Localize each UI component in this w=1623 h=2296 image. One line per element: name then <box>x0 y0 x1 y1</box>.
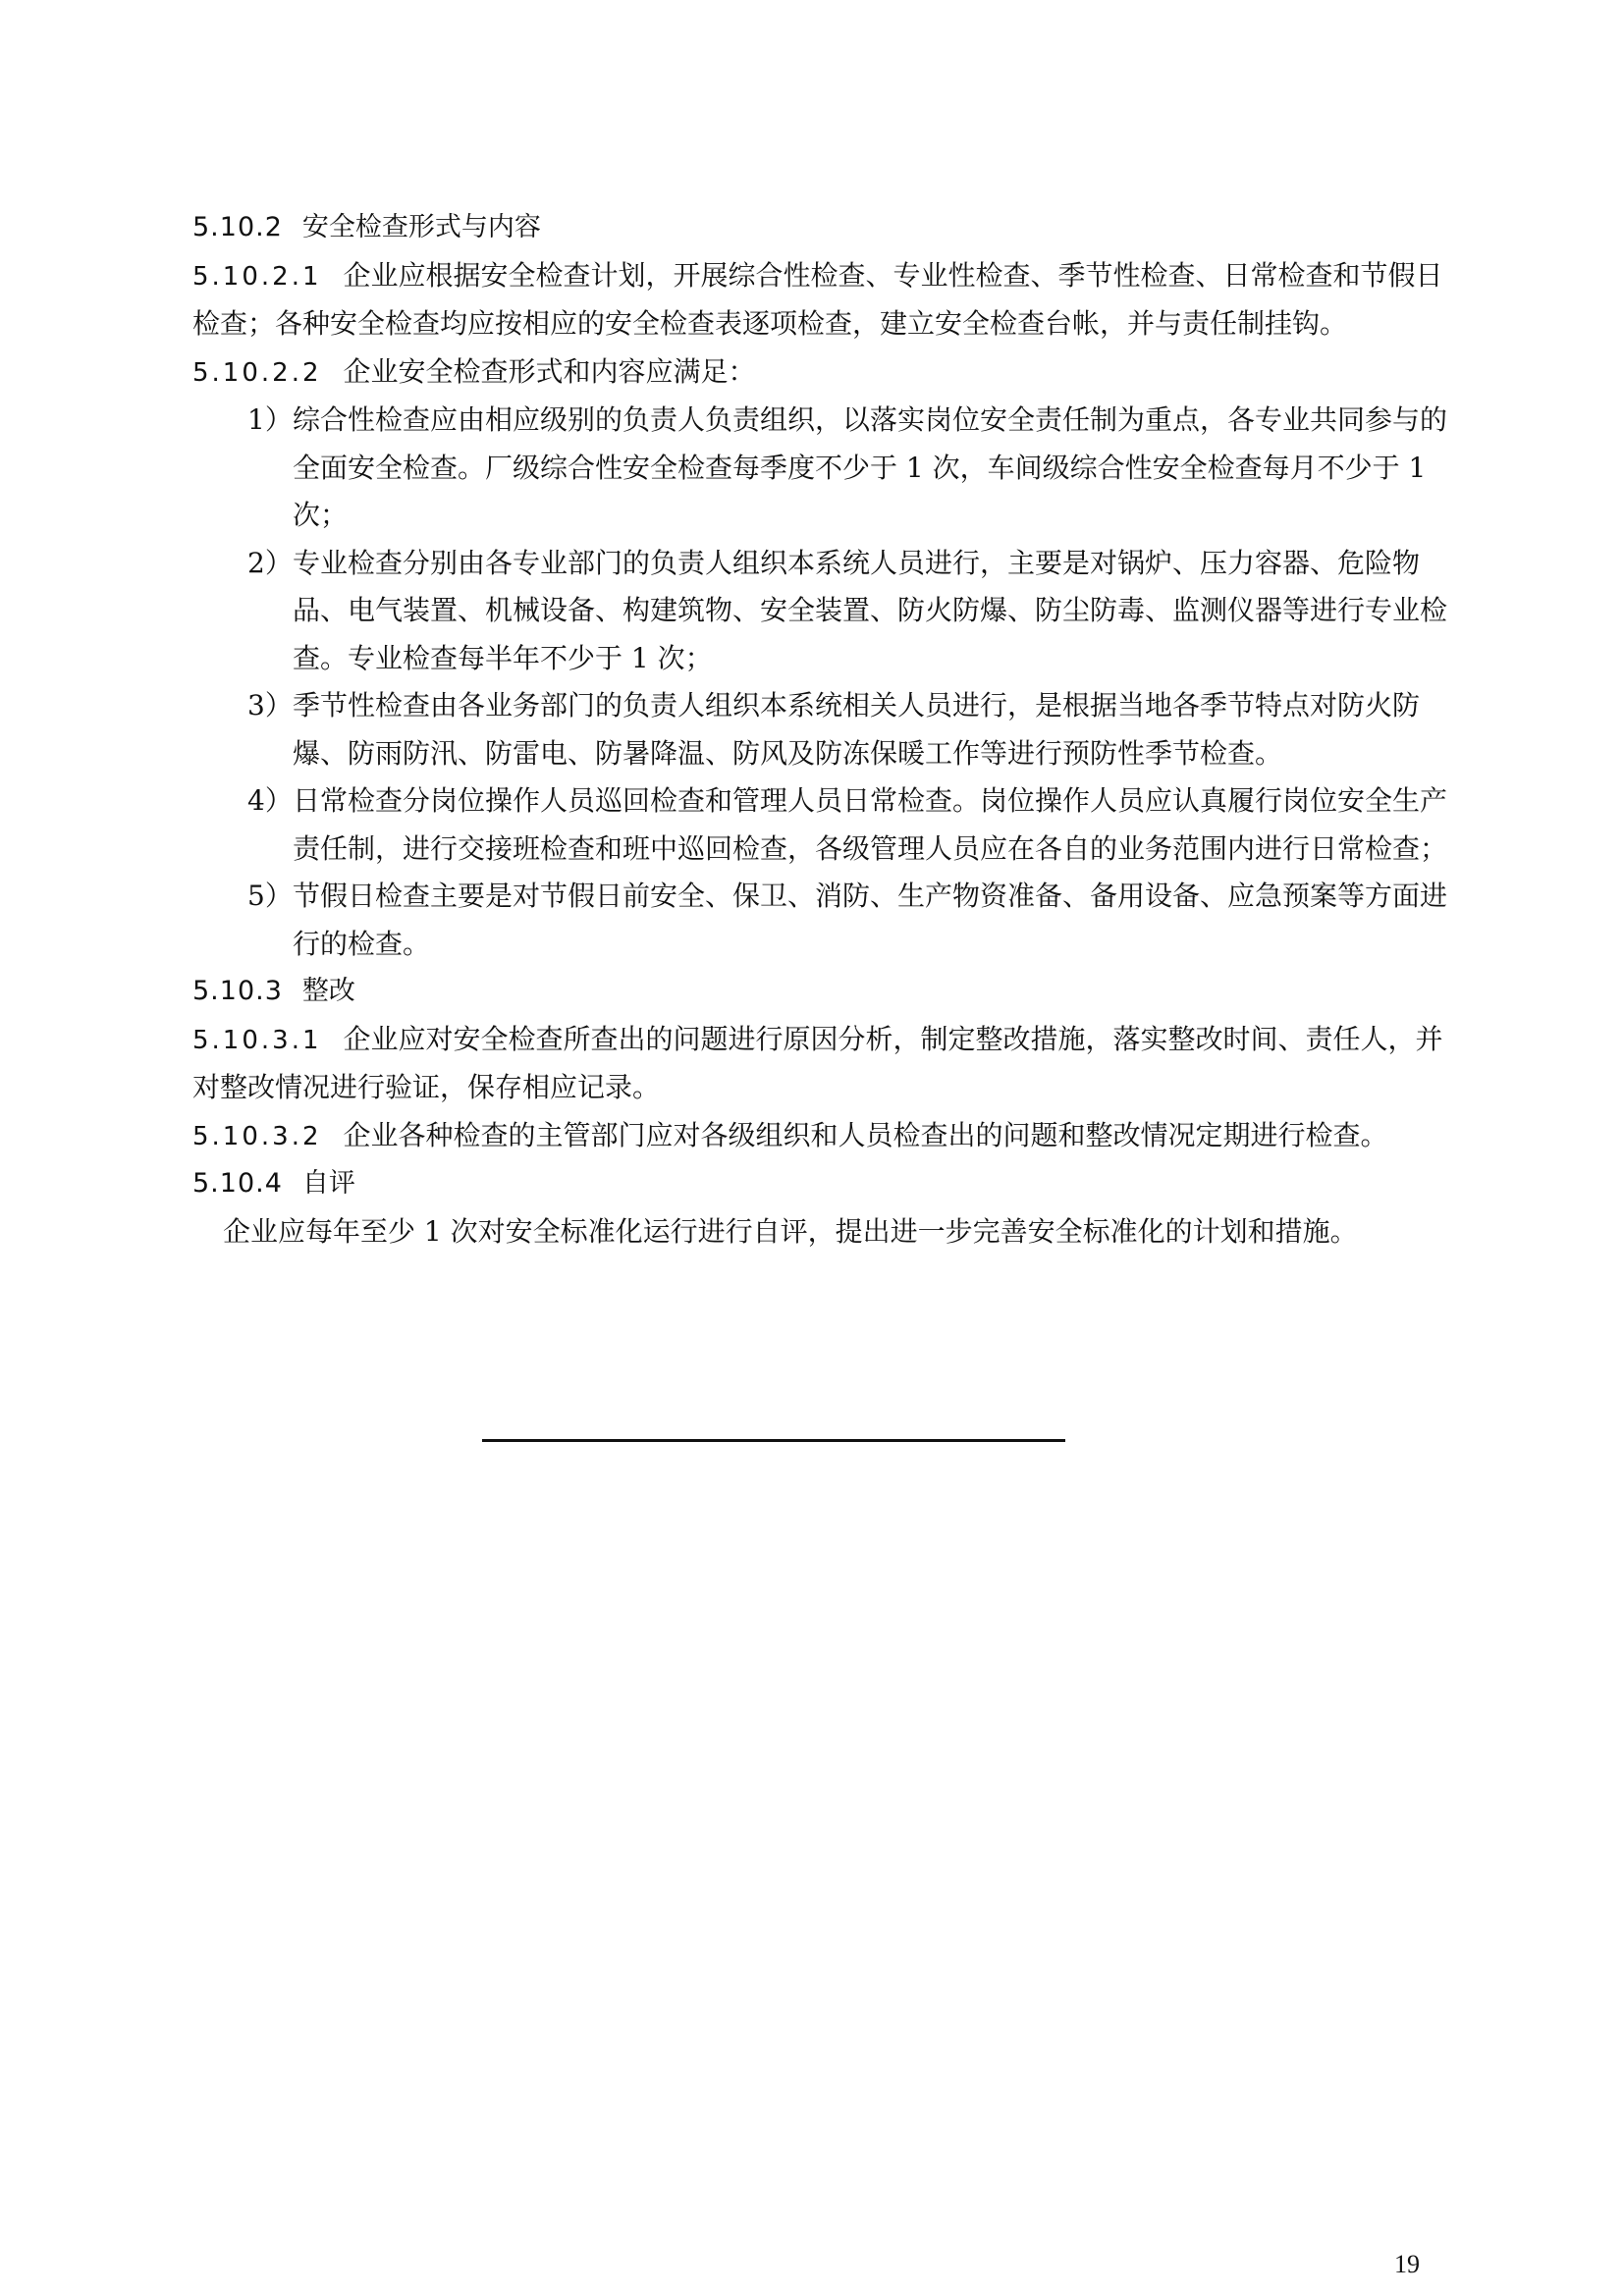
section-heading-5-10-2 <box>192 204 1469 252</box>
clause-text: 企业各种检查的主管部门应对各级组织和人员检查出的问题和整改情况定期进行检查。 <box>343 1118 1388 1151</box>
section-number: 5.10.3 <box>192 976 283 1006</box>
page-number: 19 <box>1394 2250 1420 2278</box>
document-body <box>192 204 1469 1255</box>
list-item <box>192 777 1469 873</box>
clause-text: 企业应对安全检查所查出的问题进行原因分析，制定整改措施，落实整改时间、责任人，并对整改情况进行验证，保存相应记录。 <box>192 1022 1443 1103</box>
clause-5-10-3-1 <box>192 1016 1469 1112</box>
list-item-text: 节假日检查主要是对节假日前安全、保卫、消防、生产物资准备、备用设备、应急预案等方面进行的检查。 <box>293 880 1448 960</box>
clause-5-10-2-1 <box>192 252 1469 348</box>
clause-5-10-3-2 <box>192 1112 1469 1161</box>
section-heading-5-10-4 <box>192 1160 1469 1208</box>
list-marker: 4） <box>247 784 293 817</box>
section-number: 5.10.4 <box>192 1168 283 1199</box>
clause-text: 企业应根据安全检查计划，开展综合性检查、专业性检查、季节性检查、日常检查和节假日检查；各种安全检查均应按相应的安全检查表逐项检查，建立安全检查台帐，并与责任制挂钩。 <box>192 258 1443 340</box>
clause-number: 5.10.3.2 <box>192 1121 322 1151</box>
list-marker: 3） <box>247 689 293 721</box>
list-item-text: 日常检查分岗位操作人员巡回检查和管理人员日常检查。岗位操作人员应认真履行岗位安全生产责任制，进行交接班检查和班中巡回检查，各级管理人员应在各自的业务范围内进行日常检查； <box>293 784 1448 865</box>
clause-text: 企业安全检查形式和内容应满足： <box>343 354 756 388</box>
clause-number: 5.10.3.1 <box>192 1025 322 1055</box>
list-item <box>192 397 1469 540</box>
list-item <box>192 540 1469 683</box>
list-item <box>192 682 1469 777</box>
section-heading-5-10-3 <box>192 968 1469 1016</box>
list-marker: 2） <box>247 546 293 579</box>
section-title: 整改 <box>301 976 355 1006</box>
list-item-text: 综合性检查应由相应级别的负责人负责组织，以落实岗位安全责任制为重点，各专业共同参与的全面安全检查。厂级综合性安全检查每季度不少于 1 次，车间级综合性安全检查每月不少于 1 次； <box>293 403 1448 531</box>
section-number: 5.10.2 <box>192 212 283 242</box>
list-item-text: 季节性检查由各业务部门的负责人组织本系统相关人员进行，是根据当地各季节特点对防火防爆、防雨防汛、防雷电、防暑降温、防风及防冻保暖工作等进行预防性季节检查。 <box>293 689 1421 770</box>
list-marker: 1） <box>247 403 293 436</box>
list-marker: 5） <box>247 880 293 912</box>
clause-number: 5.10.2.1 <box>192 261 322 292</box>
clause-5-10-2-2 <box>192 348 1469 398</box>
inspection-form-list <box>192 397 1469 968</box>
list-item-text: 专业检查分别由各专业部门的负责人组织本系统人员进行，主要是对锅炉、压力容器、危险物品、电气装置、机械设备、构建筑物、安全装置、防火防爆、防尘防毒、监测仪器等进行专业检查。专业检查每半年不少于 1 次； <box>293 546 1448 674</box>
clause-number: 5.10.2.2 <box>192 357 322 388</box>
end-rule <box>482 1439 1065 1442</box>
section-title: 自评 <box>301 1168 355 1199</box>
list-item <box>192 873 1469 968</box>
section-title: 安全检查形式与内容 <box>301 212 541 242</box>
self-evaluation-text: 企业应每年至少 1 次对安全标准化运行进行自评，提出进一步完善安全标准化的计划和措施。 <box>223 1214 1358 1248</box>
